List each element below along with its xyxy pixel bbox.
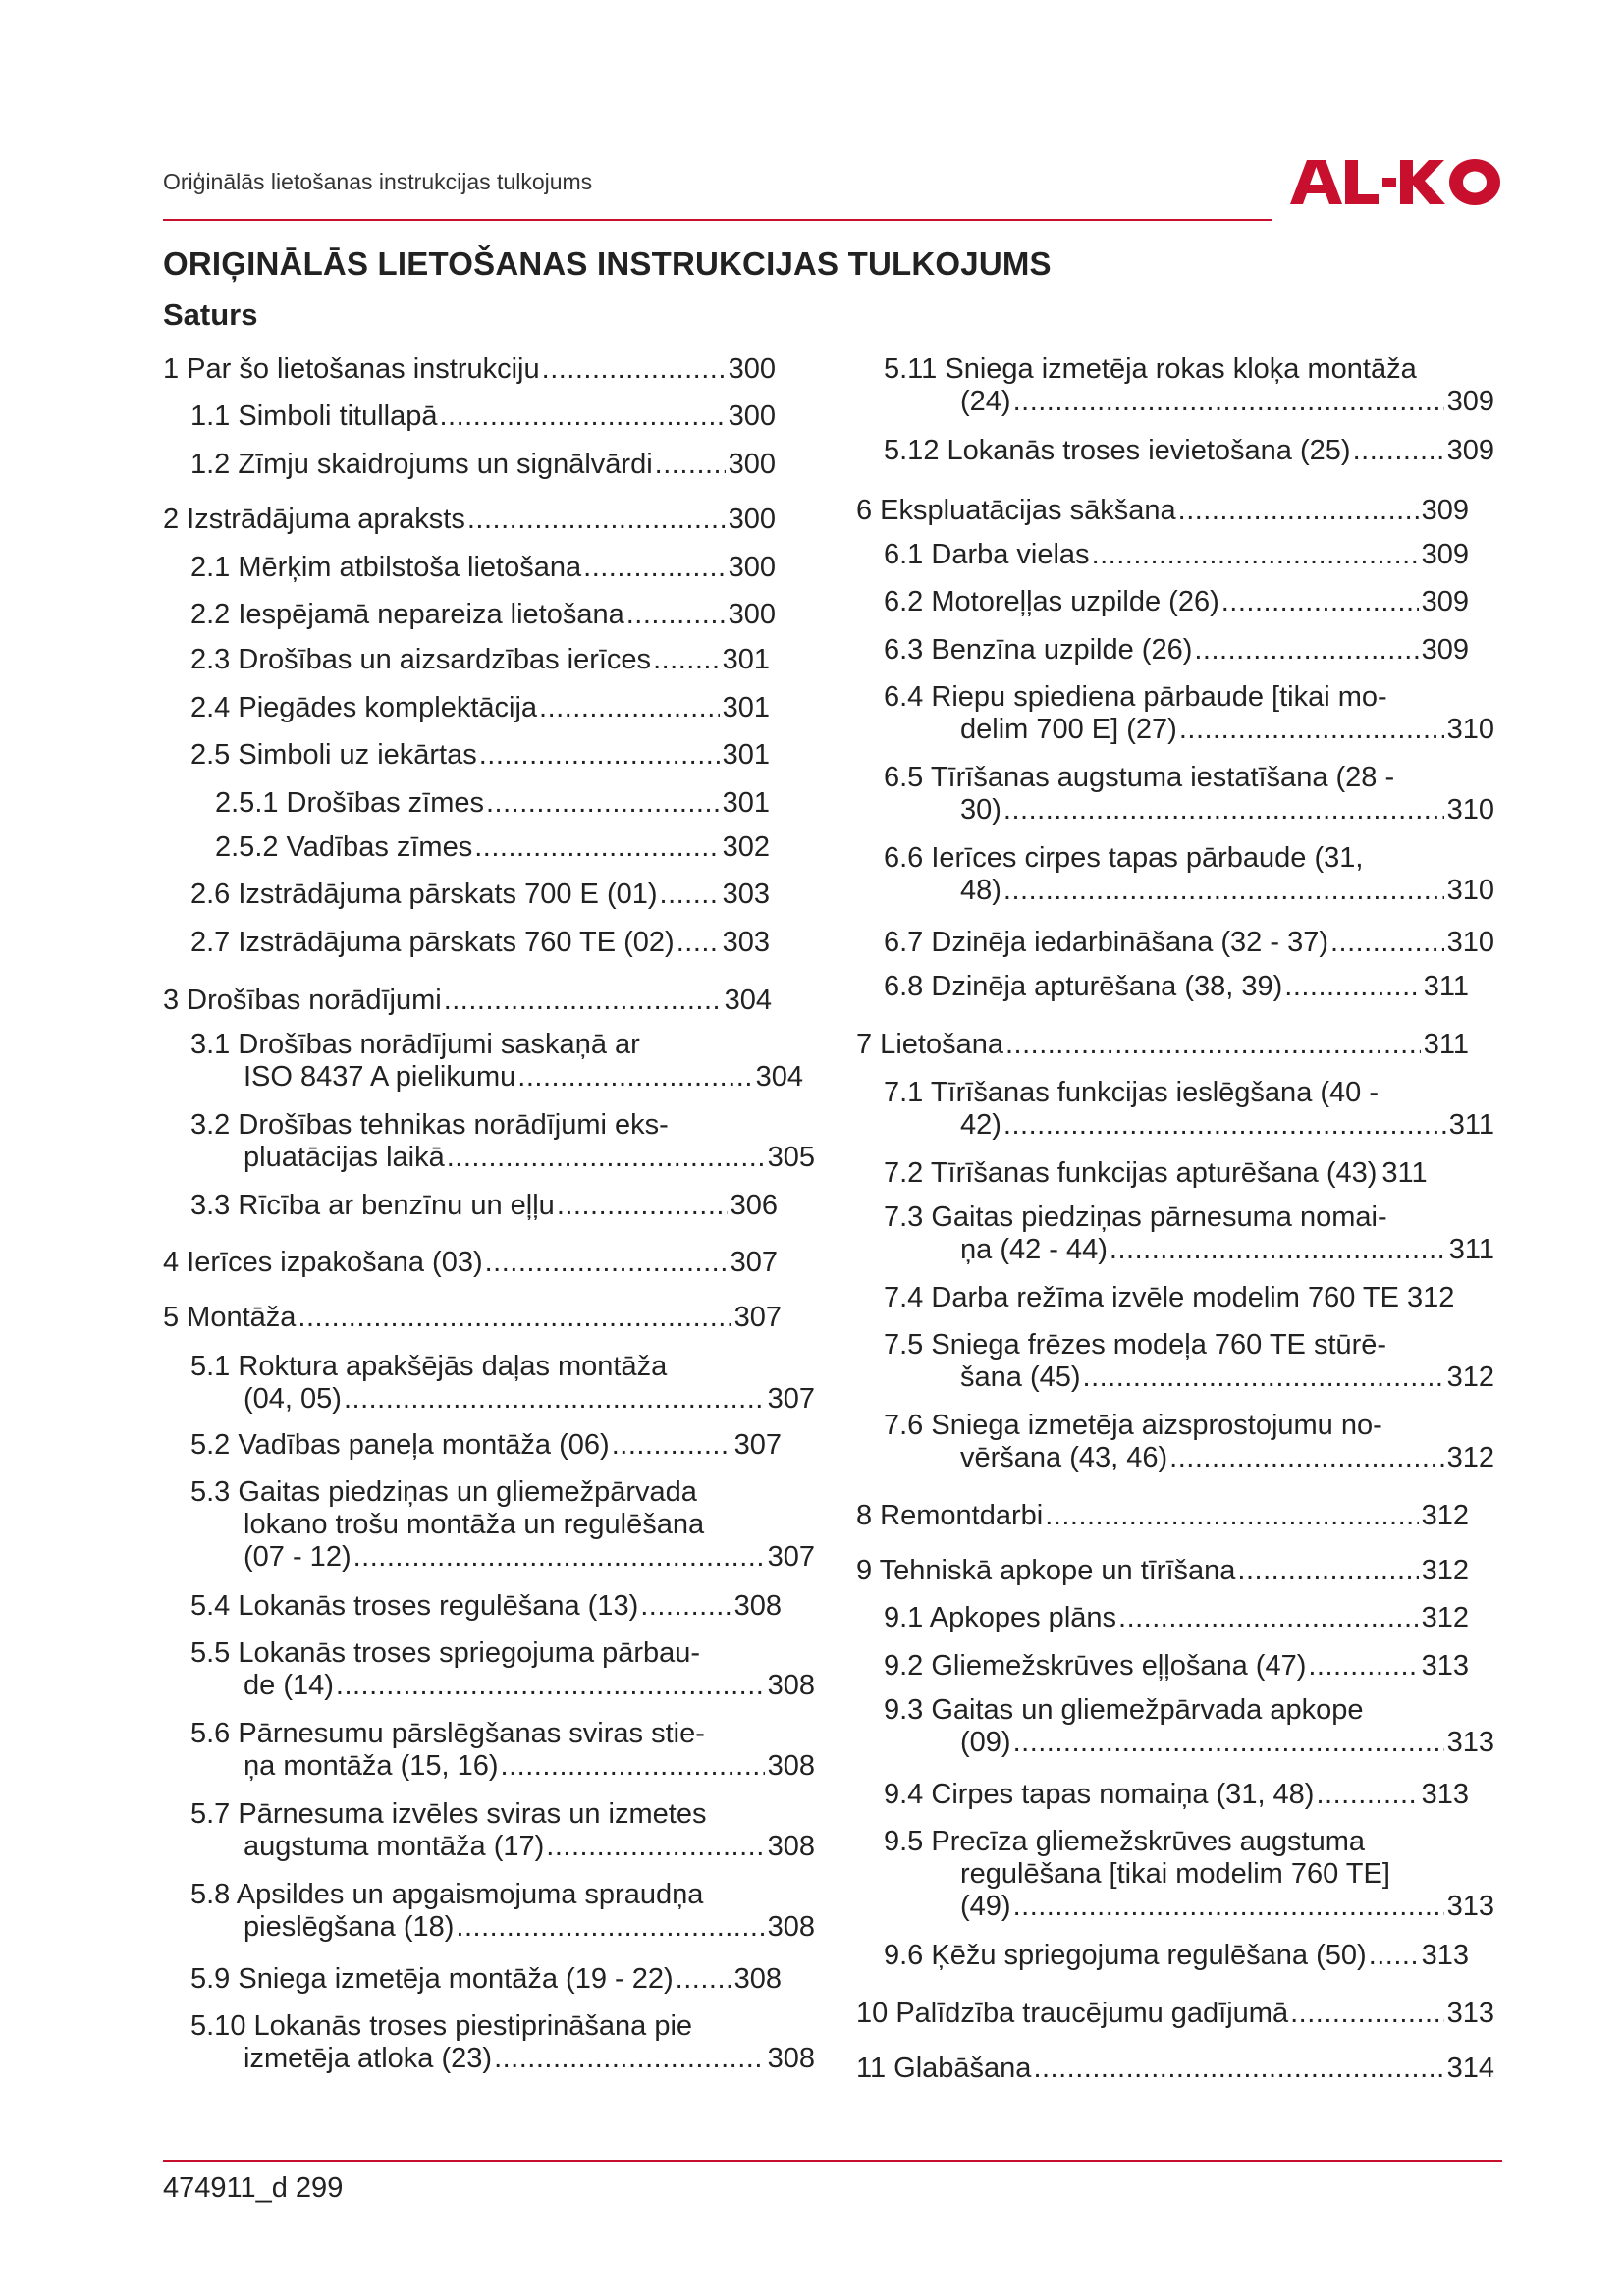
toc-entry[interactable]: 5.9 Sniega izmetēja montāža (19 - 22) ..... 308 bbox=[190, 1963, 782, 1996]
toc-entry[interactable]: 7.5 Sniega frēzes modeļa 760 TE stūrē- šana (45) ..... 312 bbox=[884, 1329, 1494, 1394]
toc-entry[interactable]: 2.3 Drošības un aizsardzības ierīces ..... 301 bbox=[190, 644, 770, 676]
toc-entry[interactable]: 9.5 Precīza gliemežskrūves augstuma regulēšana [tikai modelim 760 TE] (49) ..... 313 bbox=[884, 1826, 1494, 1923]
toc-entry[interactable]: 5.8 Apsildes un apgaismojuma spraudņa pieslēgšana (18) ..... 308 bbox=[190, 1879, 815, 1944]
toc-entry[interactable]: 6.2 Motoreļļas uzpilde (26) ..... 309 bbox=[884, 586, 1469, 618]
toc-entry[interactable]: 5.7 Pārnesuma izvēles sviras un izmetes augstuma montāža (17) ..... 308 bbox=[190, 1798, 815, 1863]
toc-entry[interactable]: 9.2 Gliemežskrūves eļļošana (47) ..... 313 bbox=[884, 1650, 1469, 1682]
toc-entry[interactable]: 6.1 Darba vielas ..... 309 bbox=[884, 539, 1469, 571]
toc-entry[interactable]: 5.11 Sniega izmetēja rokas kloķa montāža (24) ..... 309 bbox=[884, 353, 1494, 418]
page-footer: 474911_d 299 bbox=[163, 2172, 344, 2204]
toc-entry[interactable]: 4 Ierīces izpakošana (03) ..... 307 bbox=[163, 1247, 778, 1279]
toc-entry[interactable]: 1 Par šo lietošanas instrukciju ..... 300 bbox=[163, 353, 776, 386]
toc-entry[interactable]: 7.6 Sniega izmetēja aizsprostojumu no- vēršana (43, 46) ..... 312 bbox=[884, 1410, 1494, 1474]
toc-entry[interactable]: 3.2 Drošības tehnikas norādījumi eks- pluatācijas laikā ..... 305 bbox=[190, 1109, 815, 1174]
footer-rule bbox=[163, 2160, 1502, 2162]
toc-entry[interactable]: 2.1 Mērķim atbilstoša lietošana ..... 300 bbox=[190, 552, 776, 584]
toc-entry[interactable]: 7 Lietošana ..... 311 bbox=[856, 1029, 1469, 1061]
toc-entry[interactable]: 5.5 Lokanās troses spriegojuma pārbau- de (14) ..... 308 bbox=[190, 1637, 815, 1702]
toc-entry[interactable]: 2.5.2 Vadības zīmes ..... 302 bbox=[215, 831, 770, 864]
toc-entry[interactable]: 5.10 Lokanās troses piestiprināšana pie izmetēja atloka (23) ..... 308 bbox=[190, 2010, 815, 2075]
toc-entry[interactable]: 2.2 Iespējamā nepareiza lietošana ..... 300 bbox=[190, 599, 776, 631]
toc-entry[interactable]: 10 Palīdzība traucējumu gadījumā ..... 313 bbox=[856, 1998, 1494, 2030]
toc-entry[interactable]: 9 Tehniskā apkope un tīrīšana ..... 312 bbox=[856, 1555, 1469, 1587]
toc-entry[interactable]: 6.6 Ierīces cirpes tapas pārbaude (31, 48) ..... 310 bbox=[884, 842, 1494, 907]
toc-entry[interactable]: 2.5 Simboli uz iekārtas ..... 301 bbox=[190, 739, 770, 772]
toc-entry[interactable]: 6.8 Dzinēja apturēšana (38, 39) ..... 311 bbox=[884, 971, 1469, 1003]
toc-entry[interactable]: 3.1 Drošības norādījumi saskaņā ar ISO 8437 A pielikumu ..... 304 bbox=[190, 1029, 803, 1094]
toc-heading: Saturs bbox=[163, 297, 258, 332]
running-header: Oriģinālās lietošanas instrukcijas tulkojums bbox=[163, 169, 593, 194]
toc-entry[interactable]: 5.1 Roktura apakšējās daļas montāža (04, 05) ..... 307 bbox=[190, 1351, 815, 1415]
toc-entry[interactable]: 3.3 Rīcība ar benzīnu un eļļu ..... 306 bbox=[190, 1190, 778, 1222]
toc-entry[interactable]: 7.2 Tīrīšanas funkcijas apturēšana (43) 311 bbox=[884, 1157, 1428, 1189]
toc-entry[interactable]: 1.1 Simboli titullapā ..... 300 bbox=[190, 400, 776, 433]
toc-entry[interactable]: 6 Ekspluatācijas sākšana ..... 309 bbox=[856, 495, 1469, 527]
document-title: ORIĢINĀLĀS LIETOŠANAS INSTRUKCIJAS TULKOJUMS bbox=[163, 245, 1052, 282]
toc-entry[interactable]: 5.12 Lokanās troses ievietošana (25) ..... 309 bbox=[884, 435, 1494, 467]
toc-entry[interactable]: 2 Izstrādājuma apraksts ..... 300 bbox=[163, 504, 776, 536]
toc-entry[interactable]: 5.3 Gaitas piedziņas un gliemežpārvada lokano trošu montāža un regulēšana (07 - 12) ..... 307 bbox=[190, 1476, 815, 1574]
toc-entry[interactable]: 7.4 Darba režīma izvēle modelim 760 TE 312 bbox=[884, 1282, 1455, 1313]
toc-entry[interactable]: 1.2 Zīmju skaidrojums un signālvārdi ..... 300 bbox=[190, 449, 776, 481]
toc-entry[interactable]: 2.6 Izstrādājuma pārskats 700 E (01) ..... 303 bbox=[190, 879, 770, 911]
toc-entry[interactable]: 5.2 Vadības paneļa montāža (06) ..... 307 bbox=[190, 1429, 782, 1462]
toc-entry[interactable]: 9.6 Ķēžu spriegojuma regulēšana (50) ..... 313 bbox=[884, 1940, 1469, 1972]
toc-entry[interactable]: 9.3 Gaitas un gliemežpārvada apkope (09) ..... 313 bbox=[884, 1694, 1494, 1759]
toc-entry[interactable]: 6.5 Tīrīšanas augstuma iestatīšana (28 - 30) ..... 310 bbox=[884, 762, 1494, 827]
header-rule bbox=[163, 219, 1272, 221]
al-ko-logo bbox=[1288, 157, 1502, 206]
toc-entry[interactable]: 5.4 Lokanās troses regulēšana (13) ..... 308 bbox=[190, 1590, 782, 1623]
toc-entry[interactable]: 5 Montāža ..... 307 bbox=[163, 1302, 782, 1334]
toc-entry[interactable]: 7.3 Gaitas piedziņas pārnesuma nomai- ņa (42 - 44) ..... 311 bbox=[884, 1201, 1494, 1266]
toc-entry[interactable]: 11 Glabāšana ..... 314 bbox=[856, 2053, 1494, 2085]
toc-entry[interactable]: 9.4 Cirpes tapas nomaiņa (31, 48) ..... 313 bbox=[884, 1779, 1469, 1811]
toc-entry[interactable]: 2.4 Piegādes komplektācija ..... 301 bbox=[190, 692, 770, 724]
toc-entry[interactable]: 2.7 Izstrādājuma pārskats 760 TE (02) ..... 303 bbox=[190, 927, 770, 959]
toc-entry[interactable]: 7.1 Tīrīšanas funkcijas ieslēgšana (40 - 42) ..... 311 bbox=[884, 1077, 1494, 1142]
toc-entry[interactable]: 5.6 Pārnesumu pārslēgšanas sviras stie- ņa montāža (15, 16) ..... 308 bbox=[190, 1718, 815, 1783]
toc-entry[interactable]: 6.4 Riepu spiediena pārbaude [tikai mo- delim 700 E] (27) ..... 310 bbox=[884, 681, 1494, 746]
toc-entry[interactable]: 9.1 Apkopes plāns ..... 312 bbox=[884, 1602, 1469, 1634]
toc-entry[interactable]: 6.3 Benzīna uzpilde (26) ..... 309 bbox=[884, 634, 1469, 667]
toc-entry[interactable]: 6.7 Dzinēja iedarbināšana (32 - 37) ..... 310 bbox=[884, 927, 1494, 959]
toc-entry[interactable]: 2.5.1 Drošības zīmes ..... 301 bbox=[215, 787, 770, 820]
toc-entry[interactable]: 3 Drošības norādījumi ..... 304 bbox=[163, 985, 772, 1017]
toc-entry[interactable]: 8 Remontdarbi ..... 312 bbox=[856, 1500, 1469, 1532]
